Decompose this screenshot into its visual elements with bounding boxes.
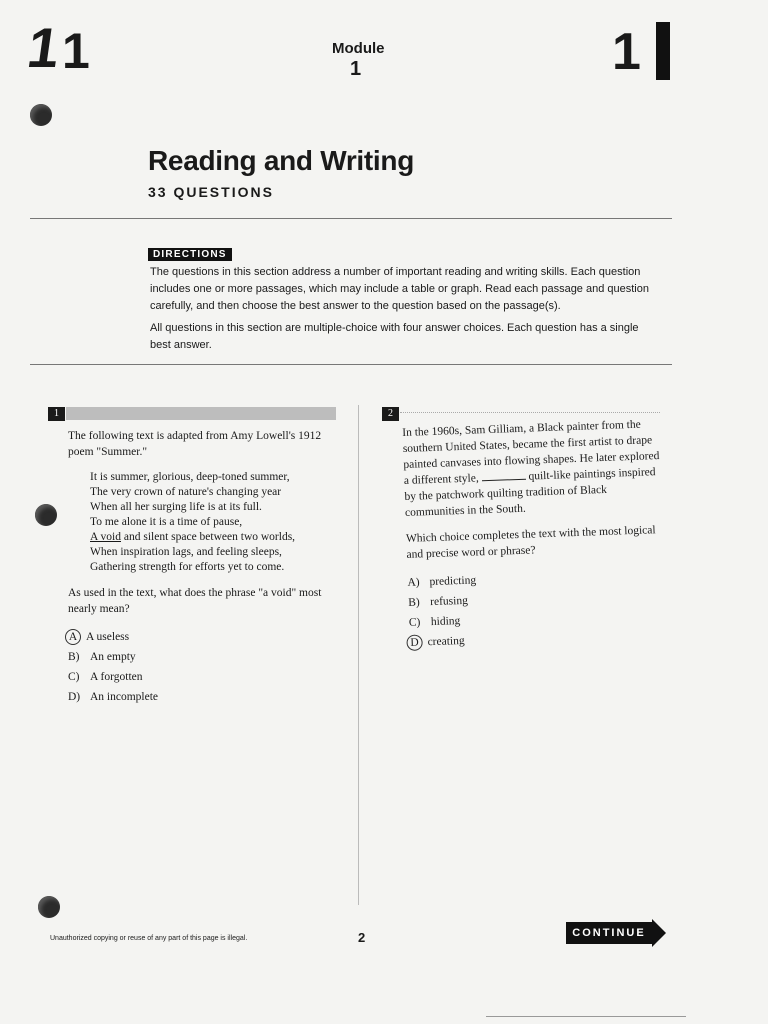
- passage-part-1: In the 1960s, Sam Gilliam, a Black painter from the southern United States, became the first artist to drape painted canvases into flowing shapes. He later explored a different style,: [402, 418, 660, 487]
- directions-paragraph-2: All questions in this section are multiple-choice with four answer choices. Each question has a single best answer.: [150, 322, 639, 351]
- continue-label: CONTINUE: [566, 922, 652, 944]
- poem-line-1: It is summer, glorious, deep-toned summer,: [90, 471, 290, 483]
- title-divider: [30, 218, 672, 219]
- module-label: Module: [332, 40, 385, 57]
- option-text: hiding: [430, 615, 461, 629]
- section-subtitle: 33 QUESTIONS: [148, 184, 274, 200]
- question-2-number: 2: [382, 407, 399, 421]
- option-text: predicting: [429, 574, 477, 589]
- question-2-body: [402, 416, 672, 653]
- pencil-circle-icon: A: [65, 629, 81, 645]
- binder-hole-middle: [35, 504, 57, 526]
- question-2-header-line: [400, 412, 660, 413]
- poem-line-4: To me alone it is a time of pause,: [90, 516, 243, 528]
- question-1-intro: The following text is adapted from Amy Lowell's 1912 poem "Summer.": [68, 430, 322, 458]
- column-divider: [358, 405, 359, 905]
- corner-module-number-left-2: 1: [62, 23, 90, 79]
- corner-module-number-left: 1: [23, 16, 62, 79]
- module-number: 1: [350, 58, 362, 80]
- poem-line-5-text: and silent space between two worlds,: [123, 531, 296, 543]
- question-1-option-d[interactable]: [68, 687, 338, 707]
- question-1-option-b[interactable]: [68, 647, 338, 667]
- poem-underlined-phrase: A void: [90, 531, 121, 543]
- question-2-prompt: Which choice completes the text with the most logical and precise word or phrase?: [405, 524, 656, 561]
- corner-bar: [656, 22, 670, 80]
- option-letter: B): [68, 651, 80, 663]
- option-text: A forgotten: [90, 671, 143, 683]
- pencil-circle-icon: D: [406, 634, 423, 651]
- binder-hole-bottom: [38, 896, 60, 918]
- passage-part-2: quilt-like paintings inspired by the patchwork quilting tradition of Black communities in the South.: [404, 466, 656, 519]
- question-1-option-c[interactable]: [68, 667, 338, 687]
- poem-line-5: [90, 530, 338, 545]
- bottom-edge-line: [486, 1016, 686, 1017]
- corner-module-number-right: 1: [612, 23, 641, 81]
- directions-divider: [30, 364, 672, 365]
- option-letter: D): [68, 691, 81, 703]
- directions-text: [150, 264, 650, 359]
- option-text: An empty: [90, 651, 136, 663]
- option-letter: C): [408, 616, 421, 629]
- section-title: Reading and Writing: [148, 145, 415, 176]
- option-text: An incomplete: [90, 691, 159, 703]
- question-1-body: [68, 428, 338, 707]
- question-1-header-bar: [66, 407, 336, 420]
- option-text: refusing: [429, 594, 469, 609]
- poem-line-6: When inspiration lags, and feeling sleeps,: [90, 546, 282, 558]
- question-1-prompt: As used in the text, what does the phrase "a void" most nearly mean?: [68, 587, 322, 615]
- passage-blank: [482, 479, 526, 482]
- arrow-right-icon: [652, 919, 666, 947]
- copyright-notice: Unauthorized copying or reuse of any part of this page is illegal.: [50, 935, 248, 942]
- question-1-option-a[interactable]: [68, 627, 338, 647]
- directions-badge: DIRECTIONS: [148, 248, 232, 261]
- question-2-passage: [402, 416, 667, 521]
- option-text: A useless: [86, 631, 130, 643]
- poem-line-2: The very crown of nature's changing year: [90, 486, 282, 498]
- question-1-number: 1: [48, 407, 65, 421]
- binder-hole-top: [30, 104, 52, 126]
- page-number: 2: [358, 930, 366, 945]
- option-letter: B): [408, 596, 420, 609]
- option-letter: A): [407, 576, 420, 589]
- poem-line-7: Gathering strength for efforts yet to come.: [90, 561, 285, 573]
- option-letter: C): [68, 671, 80, 683]
- option-text: creating: [427, 634, 465, 649]
- question-1-poem: [90, 470, 338, 575]
- directions-paragraph-1: The questions in this section address a number of important reading and writing skills. Each question includes one or more passages, which may include a table or graph. Read each passage and question carefully, and then choose the best answer to the question based on the passage(s).: [150, 266, 649, 312]
- poem-line-3: When all her surging life is at its full.: [90, 501, 262, 513]
